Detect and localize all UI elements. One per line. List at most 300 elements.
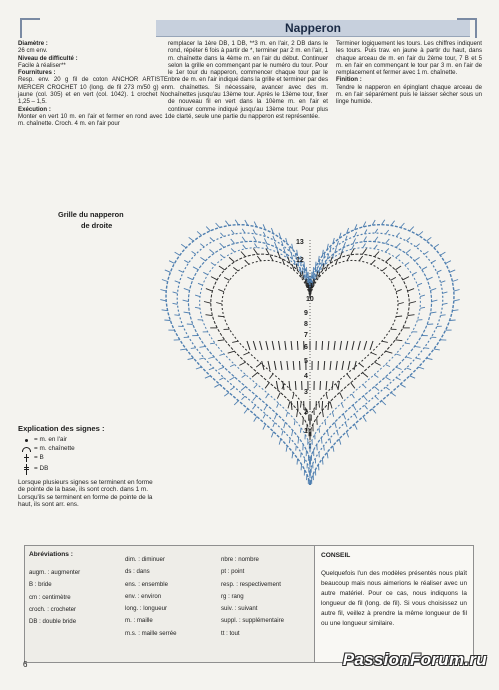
stitch-mark — [295, 381, 296, 390]
legend-text-b: = B — [34, 454, 44, 462]
stitch-mark — [374, 387, 379, 391]
stitch-mark — [406, 368, 411, 370]
stitch-mark — [216, 303, 222, 305]
stitch-mark — [364, 341, 367, 350]
stitch-mark — [187, 277, 192, 280]
stitch-mark — [355, 232, 357, 237]
stitch-mark — [268, 361, 270, 370]
fournitures-label: Fournitures : — [18, 69, 56, 77]
stitch-mark — [184, 288, 190, 290]
stitch-mark — [340, 341, 342, 350]
stitch-mark — [210, 343, 215, 344]
round-label-1: 1 — [304, 428, 308, 435]
stitch-mark — [340, 392, 343, 398]
stitch-mark — [206, 315, 213, 316]
stitch-mark — [337, 431, 338, 436]
stitch-mark — [410, 227, 414, 231]
stitch-mark — [371, 353, 377, 355]
stitch-mark — [365, 405, 368, 409]
stitch-mark — [244, 409, 248, 414]
stitch-mark — [335, 422, 337, 428]
stitch-mark — [253, 341, 256, 350]
round-label-7: 7 — [304, 332, 308, 339]
stitch-mark — [417, 283, 422, 285]
stitch-mark — [195, 307, 200, 308]
stitch-mark — [319, 428, 320, 433]
stitch-mark — [391, 393, 396, 397]
conseil-text: Quelquefois l'un des modèles présentés nous plaît beaucoup mais nous aimerions le réaliser avec un autre matériel. Pour ce cas, nous indiquons la longueur de fil (long. de fil). Si vous choisissez un autre fil, veillez à prendre la même longueur de fil ou une longueur similaire. — [321, 570, 467, 627]
stitch-mark — [352, 341, 354, 350]
stitch-mark — [327, 430, 328, 436]
stitch-mark — [169, 261, 174, 264]
stitch-mark — [422, 267, 427, 270]
stitch-mark — [347, 256, 350, 261]
stitch-mark — [224, 393, 229, 397]
stitch-mark — [406, 357, 412, 359]
instructions-end-text: Terminer logiquement les tours. Les chiffres indiquent les tours. Puis trav. en jaune à partir du haut, dans chaque arceau de m. en l'air du 2ème tour, 7 B et 5 m. en l'air en commençant le tour par 3 m. en l'air de remplacement et fermer avec 1 m. chaînette. — [336, 40, 482, 77]
stitch-mark — [211, 263, 215, 266]
stitch-mark — [351, 383, 355, 389]
arc-icon — [22, 447, 31, 452]
stitch-mark — [188, 358, 194, 359]
stitch-mark — [243, 245, 246, 249]
stitch-mark — [233, 267, 238, 271]
stitch-mark — [431, 288, 437, 290]
stitch-mark — [345, 422, 347, 427]
stitch-mark — [281, 361, 282, 370]
stitch-mark — [160, 290, 166, 292]
stitch-mark — [253, 396, 257, 401]
stitch-mark — [184, 260, 188, 263]
stitch-mark — [396, 233, 399, 237]
stitch-mark — [297, 341, 298, 350]
stitch-mark — [420, 307, 425, 308]
stitch-mark — [321, 438, 322, 444]
stitch-mark — [273, 422, 275, 427]
stitch-mark — [382, 341, 388, 342]
stitch-mark — [200, 257, 205, 260]
stitch-mark — [396, 378, 400, 380]
stitch-mark — [305, 275, 306, 280]
stitch-mark — [256, 363, 261, 367]
stitch-mark — [434, 244, 439, 247]
stitch-mark — [180, 349, 186, 350]
stitch-mark — [333, 446, 334, 452]
stitch-mark — [405, 263, 409, 266]
stitch-mark — [391, 277, 396, 280]
stitch-mark — [162, 280, 168, 282]
stitch-mark — [330, 402, 332, 409]
diametre-label: Diamètre : — [18, 40, 48, 47]
stitch-mark — [245, 260, 249, 264]
abbr-item: m.s. : maille serrée — [125, 629, 177, 637]
stitch-mark — [288, 402, 290, 409]
stitch-mark — [454, 300, 460, 301]
abbr-item: pt : point — [221, 568, 245, 576]
stitch-mark — [270, 256, 273, 261]
text-column-2 — [168, 40, 328, 120]
stitch-mark — [174, 315, 179, 316]
corner-ornament-left — [20, 18, 40, 38]
stitch-mark — [326, 264, 328, 270]
stitch-mark — [424, 251, 428, 254]
stitch-mark — [301, 402, 302, 408]
stitch-mark — [298, 438, 299, 444]
stitch-mark — [437, 270, 442, 272]
abbr-item: DB : double bride — [29, 618, 77, 626]
stitch-mark — [228, 351, 235, 353]
stitch-mark — [359, 256, 363, 261]
stitch-mark — [277, 403, 279, 408]
stitch-mark — [434, 349, 440, 350]
stitch-mark — [292, 452, 293, 458]
round-label-4: 4 — [304, 373, 308, 380]
page-title: Napperon — [284, 21, 341, 35]
stitch-mark — [279, 341, 281, 350]
stitch-mark — [363, 417, 366, 422]
stitch-mark — [385, 365, 390, 367]
stitch-mark — [336, 361, 337, 370]
stitch-mark — [443, 292, 448, 293]
stitch-mark — [199, 358, 204, 359]
stitch-mark — [241, 252, 246, 257]
stitch-mark — [450, 320, 456, 321]
finition-text: Tendre le napperon en épinglant chaque arceau de m. en l'air séparément puis le laisser sécher sous un linge humide. — [336, 83, 482, 106]
stitch-mark — [405, 343, 410, 344]
stitch-mark — [325, 260, 326, 265]
stitch-mark — [385, 377, 390, 380]
stitch-mark — [216, 223, 220, 228]
stitch-mark — [220, 255, 224, 258]
execution-text: Monter en vert 10 m. en l'air et fermer en rond avec 1 m. chaînette. Croch. 4 m. en l'air pour — [18, 112, 168, 128]
stitch-mark — [374, 252, 379, 257]
stitch-mark — [192, 251, 196, 254]
stitch-mark — [266, 394, 269, 398]
stitch-mark — [370, 341, 373, 350]
stitch-mark — [219, 266, 225, 270]
stitch-mark — [255, 244, 258, 248]
stitch-mark — [322, 410, 323, 417]
grid-caption-line-1: Grille du napperon — [58, 210, 124, 219]
stitch-mark — [286, 446, 287, 452]
stitch-mark — [200, 346, 206, 347]
stitch-mark — [293, 361, 294, 370]
stitch-mark — [363, 373, 368, 378]
stitch-mark — [232, 341, 238, 342]
stitch-mark — [252, 373, 257, 378]
stitch-mark — [220, 243, 224, 247]
stitch-mark — [286, 238, 288, 244]
stitch-mark — [242, 396, 246, 400]
double-stick-icon — [26, 464, 27, 475]
stitch-mark — [330, 438, 331, 443]
stitch-mark — [242, 375, 246, 378]
legend-row-b — [18, 454, 158, 463]
stitch-mark — [328, 341, 329, 350]
stitch-mark — [427, 358, 433, 359]
stitch-mark — [300, 361, 301, 370]
text-column-1 — [18, 40, 168, 128]
stitch-mark — [342, 361, 344, 370]
legend-title: Explication des signes : — [18, 424, 105, 433]
stitch-mark — [409, 302, 416, 304]
abbr-item: rg : rang — [221, 592, 244, 600]
stitch-mark — [230, 377, 235, 380]
stitch-mark — [400, 384, 405, 387]
header-bar — [156, 20, 470, 37]
stitch-mark — [420, 295, 425, 297]
stitch-mark — [198, 283, 203, 285]
legend-text-chain: = m. en l'air — [34, 436, 68, 444]
stitch-mark — [294, 420, 295, 425]
stitch-mark — [266, 341, 268, 350]
stitch-mark — [326, 393, 327, 399]
abbr-item: long. : longueur — [125, 605, 168, 613]
abbr-item: nbre : nombre — [221, 556, 259, 563]
legend-row-chain — [18, 436, 158, 445]
stitch-mark — [269, 374, 273, 379]
stitch-mark — [319, 402, 320, 408]
stitch-mark — [358, 341, 360, 350]
stitch-mark — [231, 230, 234, 234]
stitch-mark — [327, 452, 328, 458]
stitch-mark — [385, 239, 389, 244]
stitch-mark — [355, 414, 357, 418]
stitch-mark — [276, 381, 278, 390]
stitch-mark — [432, 300, 438, 302]
stitch-mark — [254, 385, 257, 389]
stitch-mark — [408, 315, 415, 316]
stitch-mark — [284, 422, 286, 428]
stitch-mark — [219, 354, 224, 355]
diametre-value: 26 cm env. — [18, 47, 48, 55]
stitch-mark — [396, 243, 400, 247]
watermark: PassionForum.ru — [342, 650, 487, 669]
fournitures-text: Resp. env. 20 g fil de coton ANCHOR ARTISTE MERCER CROCHET 10 (long. de fil 273 m/50 g) en jaune (col. 305) et en vert (col. 1042). 1 crochet No 1,25 – 1,5. — [18, 76, 168, 106]
stitch-mark — [193, 267, 198, 270]
stitch-mark — [441, 281, 446, 283]
stitch-mark — [304, 267, 305, 272]
stitch-mark — [363, 244, 366, 248]
stitch-mark — [441, 315, 446, 316]
stitch-mark — [386, 257, 391, 262]
stitch-mark — [253, 405, 256, 409]
stitch-mark — [286, 412, 287, 417]
stitch-mark — [374, 362, 380, 365]
stitch-mark — [218, 316, 224, 317]
stitch-mark — [219, 378, 223, 380]
stitch-mark — [406, 250, 411, 254]
chart-rounds — [160, 220, 459, 485]
stitch-mark — [203, 272, 207, 274]
instructions-text: remplacer la 1ère DB, 1 DB, **3 m. en l'air, 2 DB dans le rond, répéter 6 fois à partir de *, terminer par 2 m. en l'air, 1 m. chaînette dans la 4ème m. en l'air du début. Continuer selon la grille en commençant par le numéro du tour. Pour le 1er tour du napperon, commencer chaque tour par le nbre de m. en l'air indiqué dans la grille et terminer par des m. chaînettes. Si nécessaire, avancer avec des m. chaînettes jusqu'au 13ème tour. Après le 13ème tour, fixer de nouveau fil en vert dans la 10ème m. en l'air et continuer comme indiqué jusqu'au 13ème tour. Pour plus de clarté, seule une partie du napperon est représentée. — [168, 40, 329, 120]
round-label-9: 9 — [304, 310, 308, 317]
bottom-info-box — [24, 545, 474, 663]
stitch-mark — [247, 341, 250, 350]
stitch-mark — [231, 248, 235, 252]
stitch-mark — [452, 280, 458, 282]
stitch-mark — [403, 277, 409, 280]
legend-note: Lorsque plusieurs signes se terminent en forme de pointe de la base, ils sont croch. dans 1 m. Lorsqu'ils se terminent en forme de pointe de la haut, ils sont arr. ens. — [18, 478, 153, 509]
stitch-mark — [285, 341, 286, 350]
stitch-mark — [263, 414, 265, 418]
stitch-mark — [454, 290, 460, 292]
stitch-mark — [416, 358, 421, 359]
execution-label: Exécution : — [18, 105, 51, 113]
stitch-mark — [271, 432, 273, 438]
stick-icon — [26, 454, 27, 462]
stitch-mark — [164, 320, 170, 321]
abbreviations-title: Abréviations : — [29, 551, 73, 558]
stitch-mark — [218, 289, 224, 291]
abbr-item: suppl. : supplémentaire — [221, 617, 285, 625]
stitch-mark — [359, 363, 364, 367]
stitch-mark — [191, 348, 196, 349]
stitch-mark — [386, 351, 393, 353]
stitch-mark — [371, 260, 375, 264]
stitch-mark — [218, 367, 224, 369]
stitch-mark — [374, 245, 377, 249]
stitch-mark — [183, 300, 189, 302]
stitch-mark — [225, 221, 229, 226]
stitch-mark — [336, 384, 338, 390]
stitch-mark — [173, 303, 178, 304]
round-label-2: 2 — [304, 409, 308, 416]
stitch-mark — [289, 247, 290, 252]
stitch-mark — [195, 295, 200, 297]
legend — [18, 425, 158, 509]
page-number: 6 — [23, 660, 28, 669]
stitch-mark — [375, 396, 379, 400]
stitch-mark — [210, 238, 214, 241]
finition-label: Finition : — [336, 76, 362, 84]
round-label-12: 12 — [296, 257, 304, 264]
stitch-mark — [239, 362, 245, 365]
stitch-mark — [412, 272, 416, 274]
stitch-mark — [408, 289, 415, 292]
stitch-mark — [291, 401, 292, 410]
stitch-mark — [209, 368, 214, 370]
round-label-8: 8 — [304, 321, 308, 328]
stitch-mark — [324, 361, 325, 370]
abbr-item: cm : centimètre — [29, 593, 71, 601]
stitch-mark — [220, 233, 223, 237]
stitch-mark — [297, 410, 298, 417]
stitch-mark — [257, 256, 261, 261]
stitch-mark — [372, 409, 376, 414]
stitch-mark — [273, 236, 275, 241]
stitch-mark — [230, 387, 234, 390]
conseil-title: CONSEIL — [321, 552, 351, 559]
text-column-3 — [336, 40, 482, 106]
stitch-mark — [427, 237, 432, 241]
stitch-mark — [446, 261, 451, 264]
stitch-mark — [382, 220, 385, 225]
stitch-mark — [347, 374, 351, 379]
stitch-mark — [314, 280, 315, 286]
stitch-mark — [297, 401, 298, 410]
stitch-mark — [382, 401, 386, 405]
stitch-mark — [189, 237, 194, 241]
stitch-mark — [179, 270, 184, 272]
dot-icon — [25, 439, 28, 442]
stitch-mark — [415, 257, 420, 260]
stitch-mark — [197, 231, 202, 235]
abbreviations-panel — [25, 546, 315, 662]
stitch-mark — [231, 239, 235, 244]
stitch-mark — [301, 428, 302, 433]
stitch-mark — [265, 383, 269, 389]
abbr-item: croch. : crocheter — [29, 605, 77, 613]
round-label-6: 6 — [304, 344, 308, 351]
stitch-mark — [205, 376, 211, 378]
stitch-mark — [452, 310, 458, 311]
stitch-mark — [363, 385, 366, 389]
stitch-mark — [206, 227, 210, 231]
stitch-mark — [211, 277, 217, 280]
stitch-mark — [196, 367, 202, 369]
stitch-mark — [274, 414, 276, 420]
stitch-mark — [303, 418, 304, 425]
stitch-mark — [210, 250, 215, 254]
stitch-mark — [260, 341, 262, 350]
stitch-mark — [395, 266, 401, 270]
stitch-mark — [242, 229, 245, 233]
stitch-mark — [418, 367, 424, 369]
stitch-mark — [406, 238, 410, 241]
stitch-mark — [319, 267, 320, 272]
stitch-mark — [416, 244, 420, 247]
niveau-label: Niveau de difficulté : — [18, 54, 78, 62]
stitch-mark — [440, 252, 445, 255]
stitch-mark — [317, 418, 318, 425]
stitch-mark — [322, 341, 323, 350]
round-label-11: 11 — [306, 283, 314, 290]
stitch-mark — [396, 255, 400, 258]
round-label-13: 13 — [296, 239, 304, 246]
stitch-mark — [364, 396, 368, 401]
stitch-mark — [375, 229, 378, 233]
stitch-mark — [304, 262, 305, 268]
stitch-mark — [332, 412, 333, 417]
stitch-mark — [355, 424, 358, 429]
stitch-mark — [396, 289, 402, 291]
stitch-mark — [400, 223, 404, 228]
abbreviations-col-1 — [29, 567, 80, 628]
stitch-mark — [352, 394, 355, 398]
stitch-mark — [396, 367, 402, 369]
stitch-mark — [229, 257, 234, 262]
stitch-mark — [266, 249, 269, 255]
stitch-mark — [415, 346, 421, 347]
stitch-mark — [200, 244, 204, 247]
stitch-mark — [374, 375, 378, 378]
abbr-item: resp. : respectivement — [221, 580, 281, 588]
stitch-mark — [322, 459, 323, 465]
stitch-mark — [328, 401, 329, 410]
stitch-mark — [263, 424, 266, 429]
stitch-mark — [272, 341, 274, 350]
abbr-item: suiv. : suivant — [221, 605, 258, 613]
stitch-mark — [184, 312, 190, 313]
stitch-mark — [326, 381, 327, 390]
stitch-mark — [218, 340, 225, 341]
stitch-mark — [282, 431, 283, 436]
stitch-mark — [292, 244, 293, 250]
legend-text-slip: = m. chaînette — [34, 445, 75, 453]
stitch-mark — [291, 341, 292, 350]
stitch-mark — [334, 341, 335, 350]
